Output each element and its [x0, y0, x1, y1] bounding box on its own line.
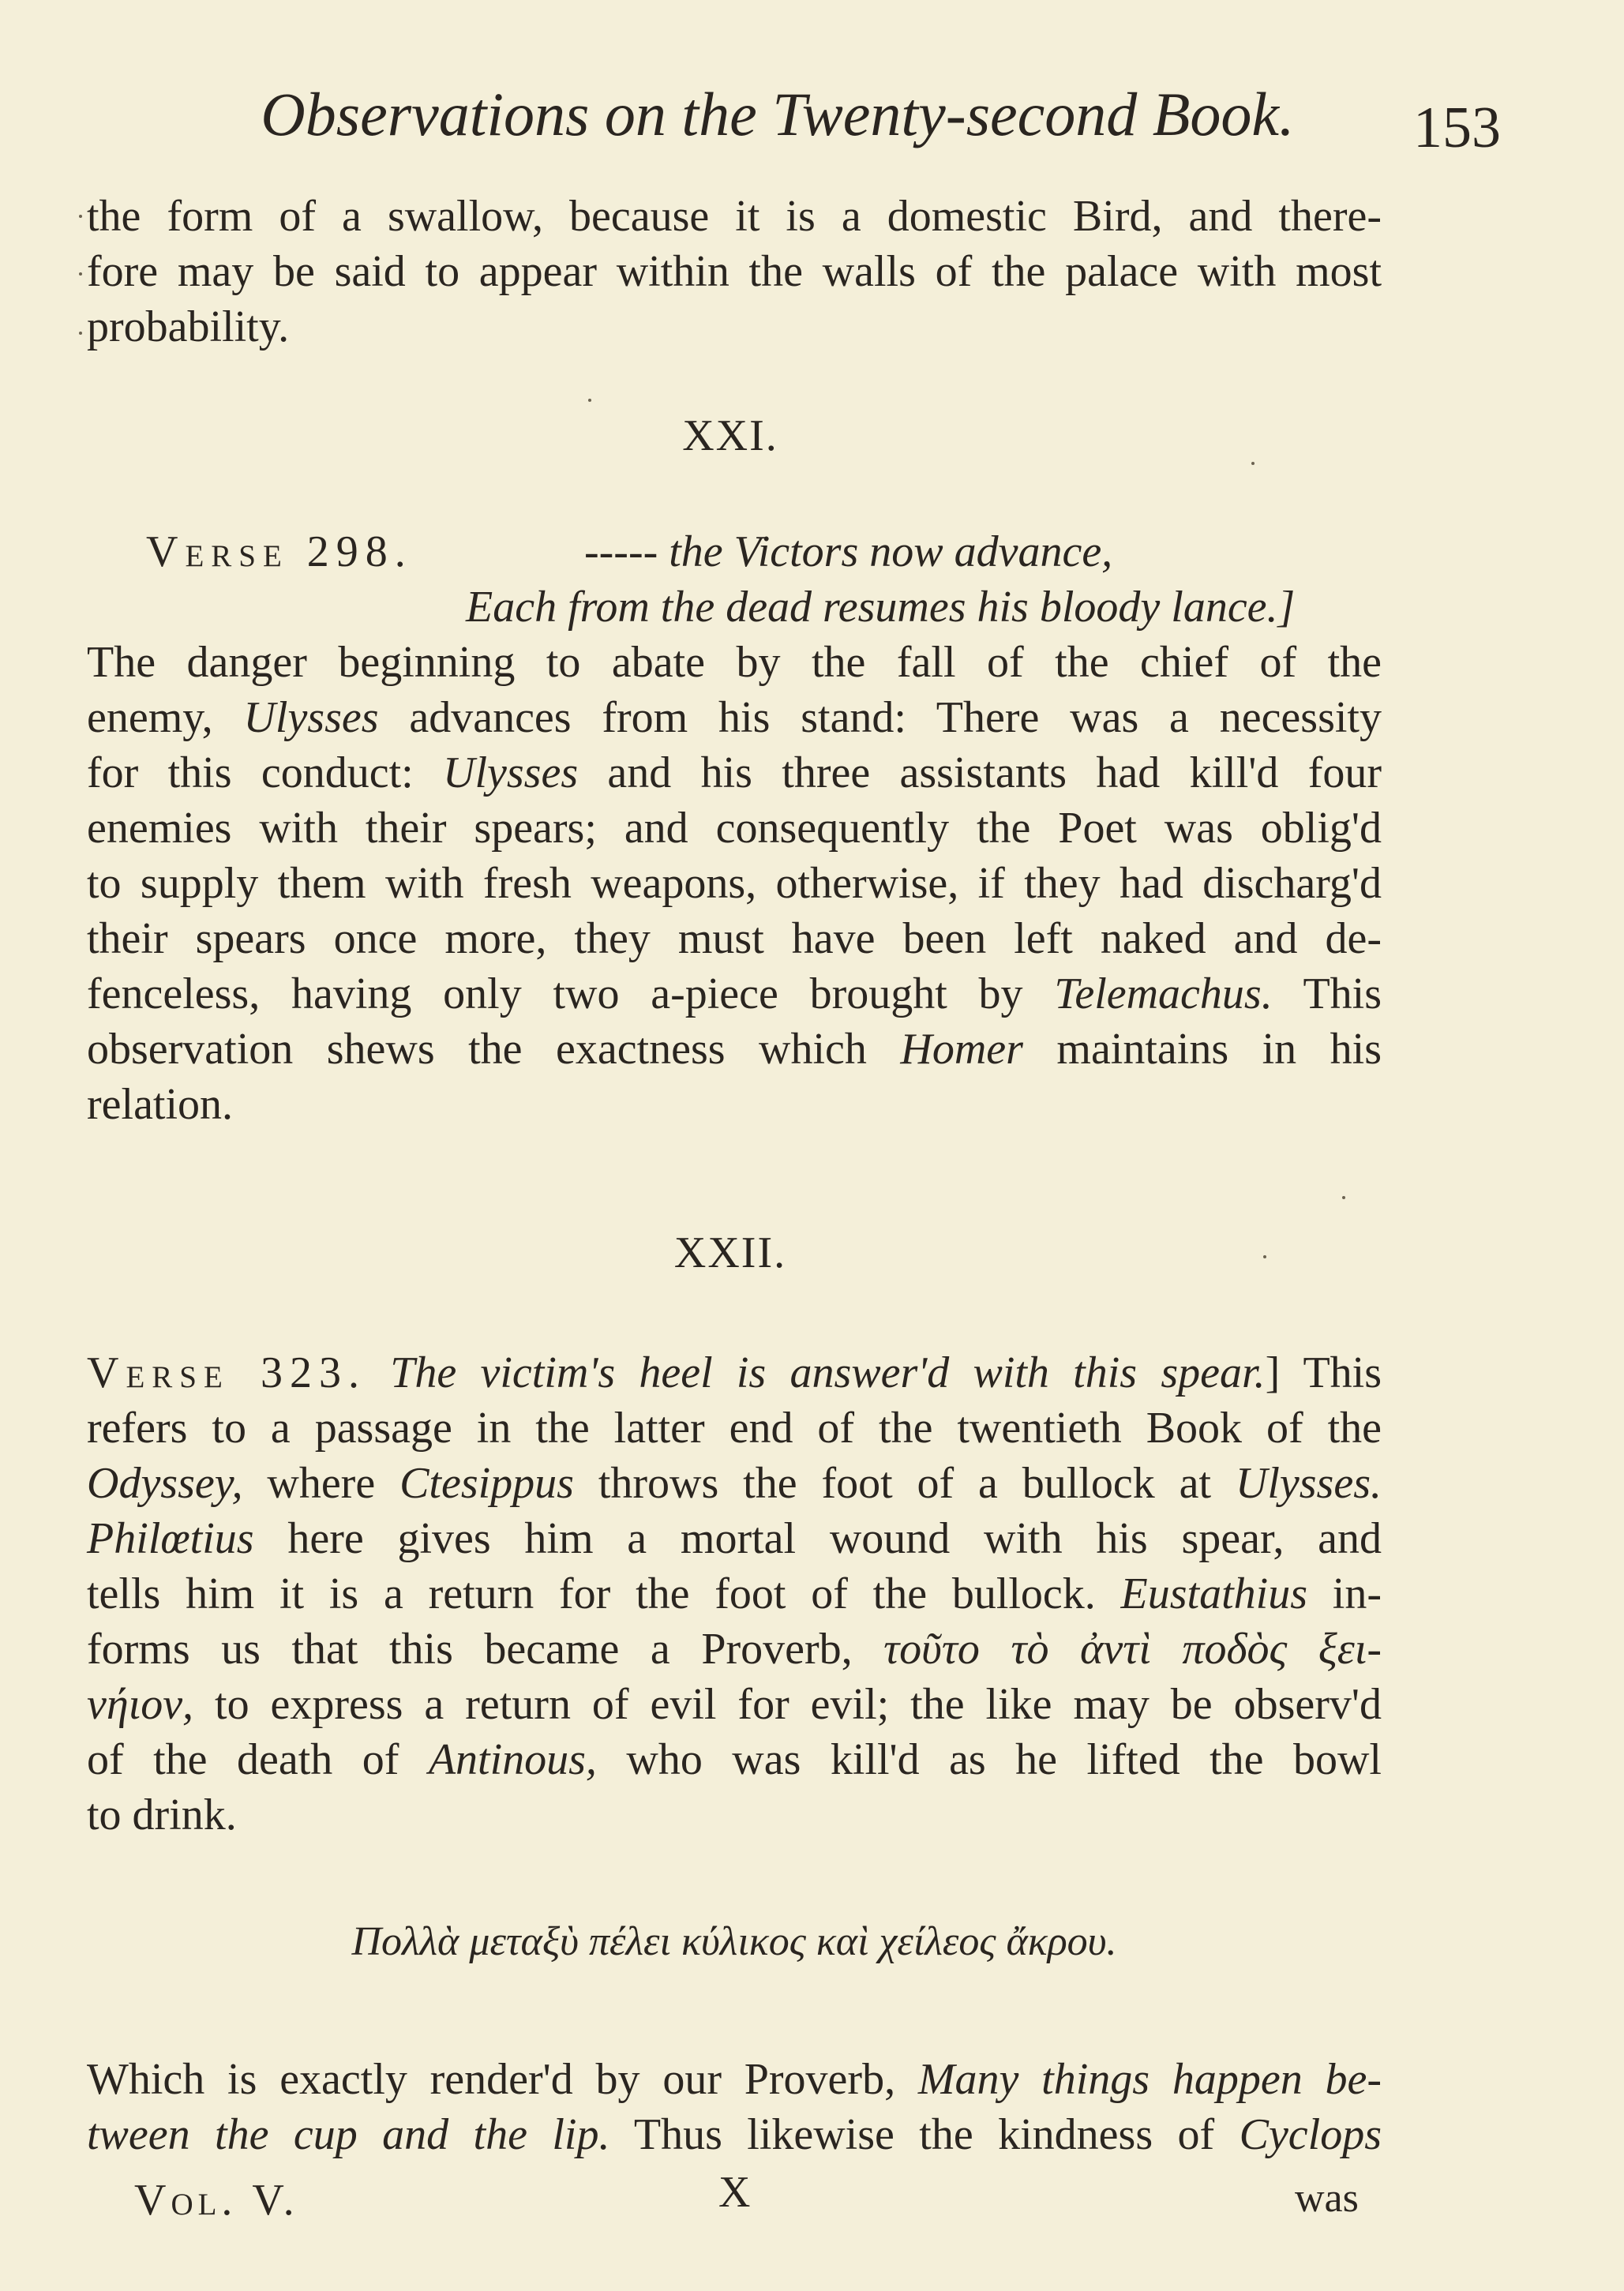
text-line [87, 967, 1382, 1021]
italic-text: Ctesippus [399, 1459, 574, 1508]
catchword: was [1295, 2176, 1359, 2221]
verse-label: Verse 298. [146, 527, 413, 576]
ink-speck [1251, 462, 1255, 465]
text-span: Thus likewise the kindness of [609, 2110, 1240, 2159]
italic-text: Philœtius [87, 1514, 254, 1563]
section-numeral-xxii: XXII. [673, 1228, 787, 1277]
text-span: their spears once more, they must have been left naked and de- [87, 914, 1382, 963]
italic-text: The victim's heel is answer'd with this spear. [390, 1348, 1266, 1397]
text-span: refers to a passage in the latter end of the twentieth Book of the [87, 1404, 1382, 1453]
text-line [87, 636, 1382, 689]
text-line [87, 1788, 1382, 1842]
text-line [87, 912, 1382, 966]
verse-quote-line1: ----- the Victors now advance, [584, 527, 1113, 576]
text-span: in- [1307, 1569, 1382, 1618]
ink-speck [79, 215, 82, 218]
text-span: observation shews the exactness which [87, 1025, 901, 1074]
text-span: The danger beginning to abate by the fall of the chief of the [87, 638, 1382, 687]
text-span [366, 1348, 390, 1397]
text-line: probability. [87, 302, 290, 351]
ink-speck [79, 332, 82, 335]
text-line [87, 691, 1382, 744]
italic-text: Ulysses. [1235, 1459, 1382, 1508]
running-head-title: Observations on the Twenty-second Book. [261, 80, 1295, 148]
text-line: fore may be said to appear within the walls of the palace with most [87, 247, 1382, 296]
text-line: the form of a swallow, because it is a domestic Bird, and there- [87, 192, 1382, 241]
text-line [87, 1078, 1382, 1131]
text-span: to drink. [87, 1790, 237, 1839]
page-number: 153 [1413, 96, 1501, 160]
verse-label: Verse 323. [87, 1348, 367, 1397]
text-line [87, 2108, 1382, 2162]
text-line [87, 746, 1382, 800]
text-line [87, 1567, 1382, 1621]
italic-text: Antinous, [428, 1735, 597, 1784]
ink-speck [1263, 1255, 1266, 1258]
text-span: throws the foot of a bullock at [573, 1459, 1236, 1508]
text-span: maintains in his [1022, 1025, 1382, 1074]
text-span: who was kill'd as he lifted the bowl [596, 1735, 1382, 1784]
italic-text: tween the cup and the lip. [87, 2110, 610, 2159]
text-line [87, 1457, 1382, 1510]
text-span: advances from his stand: There was a necessity [378, 693, 1382, 742]
italic-text: Many things happen be- [917, 2055, 1382, 2104]
italic-text: Ulysses [243, 693, 379, 742]
text-span: tells him it is a return for the foot of the bullock. [87, 1569, 1121, 1618]
italic-text: Telemachus. [1054, 969, 1273, 1018]
text-line [87, 1346, 1382, 1400]
text-line [87, 1678, 1382, 1731]
text-line [87, 1401, 1382, 1455]
text-span: enemies with their spears; and consequently the Poet was oblig'd [87, 804, 1382, 853]
text-line [87, 1022, 1382, 1076]
text-span: to supply them with fresh weapons, otherwise, if they had discharg'd [87, 859, 1382, 908]
text-span: enemy, [87, 693, 244, 742]
text-span: ] This [1265, 1348, 1382, 1397]
text-span: for this conduct: [87, 748, 444, 797]
ink-speck [588, 399, 591, 402]
italic-text: Homer [900, 1025, 1023, 1074]
volume-mark: Vol. V. [134, 2176, 299, 2225]
text-span: here gives him a mortal wound with his spear, and [253, 1514, 1382, 1563]
italic-text: τοῦτο τὸ ἀντὶ ποδὸς ξει- [883, 1625, 1382, 1674]
text-span: fenceless, having only two a-piece brought by [87, 969, 1055, 1018]
text-line [87, 801, 1382, 855]
ink-speck [79, 272, 82, 276]
italic-text: Eustathius [1120, 1569, 1308, 1618]
italic-text: Odyssey, [87, 1459, 243, 1508]
text-span: Which is exactly render'd by our Proverb, [87, 2055, 918, 2104]
text-span: of the death of [87, 1735, 429, 1784]
italic-text: Cyclops [1239, 2110, 1382, 2159]
text-line [87, 857, 1382, 910]
verse-heading-xxi [146, 525, 1251, 579]
signature-mark: X [718, 2168, 751, 2217]
text-span: to express a return of evil for evil; the like may be observ'd [193, 1680, 1382, 1729]
text-line [87, 1622, 1382, 1676]
ink-speck [1342, 1196, 1345, 1199]
text-line [87, 2053, 1382, 2106]
section-numeral-xxi: XXI. [682, 411, 778, 460]
italic-text: Ulysses [443, 748, 579, 797]
text-line [87, 1733, 1382, 1787]
text-span: This [1272, 969, 1382, 1018]
text-span: where [242, 1459, 400, 1508]
italic-text: νήιον, [87, 1680, 194, 1729]
text-span: forms us that this became a Proverb, [87, 1625, 884, 1674]
verse-quote-line2: Each from the dead resumes his bloody lance.] [466, 583, 1296, 632]
text-span: relation. [87, 1080, 234, 1129]
text-line [87, 1512, 1382, 1565]
greek-proverb: Πολλὰ μεταξὺ πέλει κύλικος καὶ χείλεος ἄκρου. [351, 1919, 1117, 1964]
text-span: and his three assistants had kill'd four [578, 748, 1382, 797]
